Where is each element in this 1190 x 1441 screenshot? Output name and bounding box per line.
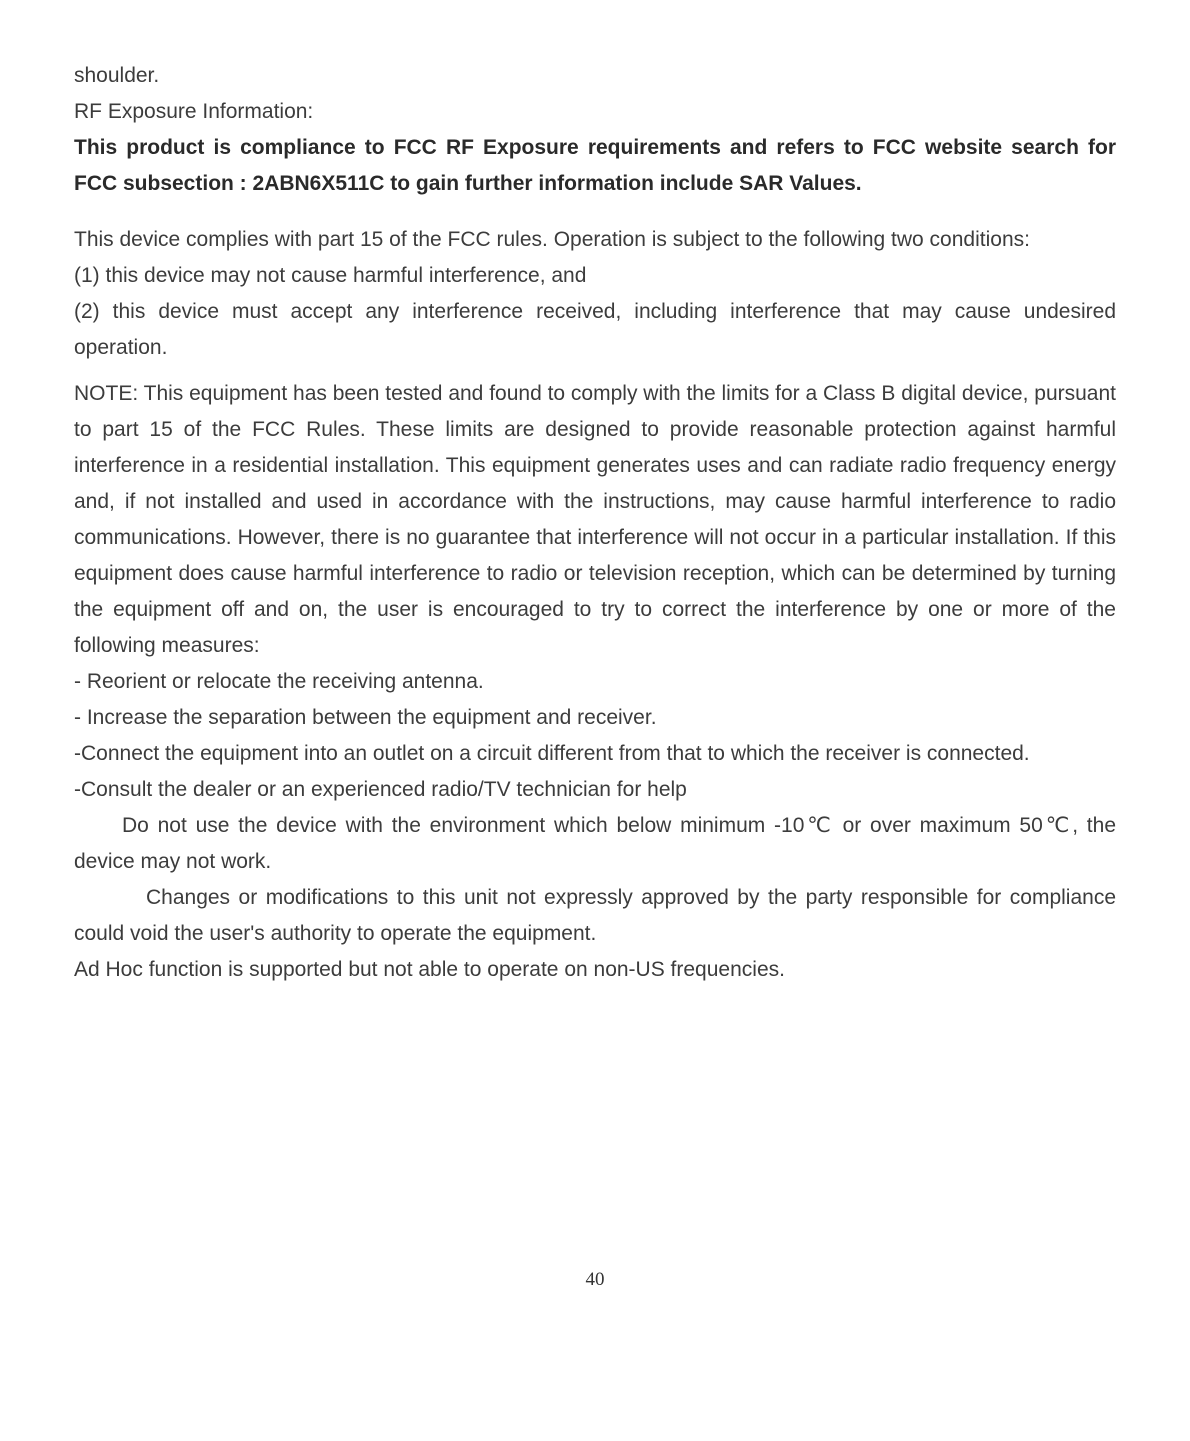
rf-exposure-heading: RF Exposure Information:: [74, 100, 314, 123]
measure-item: - Reorient or relocate the receiving antenna.: [74, 670, 484, 693]
measure-item: -Connect the equipment into an outlet on a circuit different from that to which the receiver is connected.: [74, 742, 1030, 765]
adhoc-note: Ad Hoc function is supported but not able to operate on non-US frequencies.: [74, 958, 785, 981]
page-number: 40: [585, 1269, 605, 1290]
temperature-warning: Do not use the device with the environment which below minimum -10℃ or over maximum 50℃, the device may not work.: [74, 814, 1116, 873]
condition-1: (1) this device may not cause harmful interference, and: [74, 264, 587, 287]
fcc-note: NOTE: This equipment has been tested and found to comply with the limits for a Class B digital device, pursuant to part 15 of the FCC Rules. These limits are designed to provide reasonable protection against harmful interference in a residential installation. This equipment generates uses and can radiate radio frequency energy and, if not installed and used in accordance with the instructions, may cause harmful interference to radio communications. However, there is no guarantee that interference will not occur in a particular installation. If this equipment does cause harmful interference to radio or television reception, which can be determined by turning the equipment off and on, the user is encouraged to try to correct the interference by one or more of the following measures:: [74, 382, 1116, 657]
condition-2: (2) this device must accept any interference received, including interference that may cause undesired operation.: [74, 300, 1116, 359]
part15-compliance-intro: This device complies with part 15 of the FCC rules. Operation is subject to the following two conditions:: [74, 228, 1030, 251]
measure-item: -Consult the dealer or an experienced radio/TV technician for help: [74, 778, 687, 801]
measure-item: - Increase the separation between the equipment and receiver.: [74, 706, 657, 729]
continued-text: shoulder.: [74, 64, 160, 87]
rf-exposure-statement: This product is compliance to FCC RF Exposure requirements and refers to FCC website search for FCC subsection : 2ABN6X511C to gain further information include SAR Values.: [74, 136, 1116, 195]
document-page: [74, 58, 1116, 988]
modification-warning: Changes or modifications to this unit not expressly approved by the party responsible for compliance could void the user's authority to operate the equipment.: [74, 886, 1116, 945]
